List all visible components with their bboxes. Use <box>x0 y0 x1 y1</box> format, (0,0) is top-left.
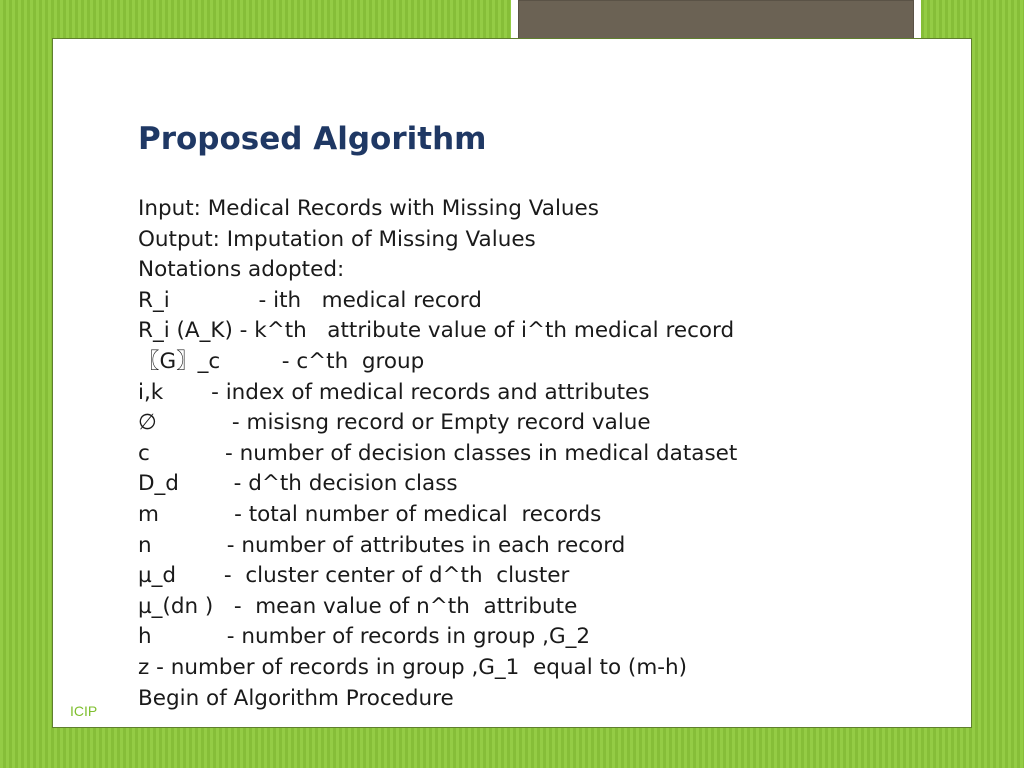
algorithm-notation-list <box>138 194 938 714</box>
line-input: Input: Medical Records with Missing Values <box>138 196 599 221</box>
slide-title: Proposed Algorithm <box>138 121 487 157</box>
line-notation-ik: i,k - index of medical records and attributes <box>138 379 650 405</box>
line-notation-empty: ∅ - misisng record or Empty record value <box>138 410 651 436</box>
line-begin-procedure: Begin of Algorithm Procedure <box>138 685 454 711</box>
line-notation-n: n - number of attributes in each record <box>138 532 626 558</box>
line-notation-ri: R_i - ith medical record <box>138 287 482 313</box>
line-notation-c: c - number of decision classes in medical dataset <box>138 440 738 466</box>
line-notations-heading: Notations adopted: <box>138 257 345 283</box>
line-notation-dd: D_d - d^th decision class <box>138 471 458 497</box>
line-notation-gc: 〖G〗_c - c^th group <box>138 348 425 374</box>
line-notation-z: z - number of records in group ,G_1 equal to (m-h) <box>138 654 688 680</box>
line-notation-m: m - total number of medical records <box>138 501 602 527</box>
line-notation-mud: µ_d - cluster center of d^th cluster <box>138 563 570 589</box>
line-notation-mudn: µ_(dn ) - mean value of n^th attribute <box>138 593 578 619</box>
footer-label: ICIP <box>70 703 98 719</box>
line-output: Output: Imputation of Missing Values <box>138 226 536 252</box>
line-notation-h: h - number of records in group ,G_2 <box>138 624 591 650</box>
slide-content <box>138 120 938 714</box>
line-notation-riak: R_i (A_K) - k^th attribute value of i^th medical record <box>138 318 735 344</box>
